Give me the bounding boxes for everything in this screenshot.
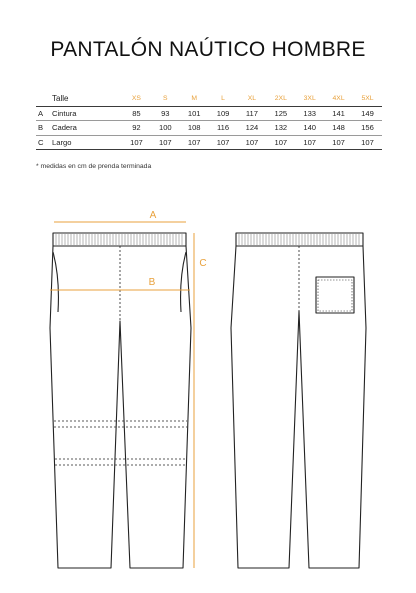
row-letter: B xyxy=(36,121,52,136)
size-header-s: S xyxy=(151,92,180,106)
row-letter: A xyxy=(36,106,52,121)
page-title: PANTALÓN NAÚTICO HOMBRE xyxy=(50,38,366,61)
row-label: Largo xyxy=(52,135,122,150)
back-pocket-topstitch xyxy=(318,280,352,311)
front-pants-outline xyxy=(50,233,191,568)
back-pants-drawing xyxy=(231,233,366,568)
table-cell: 141 xyxy=(324,106,353,121)
table-cell: 107 xyxy=(180,135,209,150)
table-cell: 125 xyxy=(266,106,295,121)
table-cell: 100 xyxy=(151,121,180,136)
table-cell: 107 xyxy=(238,135,267,150)
size-header-xs: XS xyxy=(122,92,151,106)
size-header-xl: XL xyxy=(238,92,267,106)
right-pocket-line xyxy=(181,252,186,312)
table-cell: 132 xyxy=(266,121,295,136)
table-cell: 133 xyxy=(295,106,324,121)
table-cell: 108 xyxy=(180,121,209,136)
table-cell: 140 xyxy=(295,121,324,136)
table-cell: 107 xyxy=(353,135,382,150)
table-cell: 107 xyxy=(324,135,353,150)
measure-b-label: B xyxy=(148,277,156,288)
front-ribbing xyxy=(56,234,182,245)
size-header-3xl: 3XL xyxy=(295,92,324,106)
table-cell: 85 xyxy=(122,106,151,121)
table-cell: 116 xyxy=(209,121,238,136)
left-pocket-line xyxy=(53,252,58,312)
measure-a-label: A xyxy=(149,210,157,221)
table-cell: 156 xyxy=(353,121,382,136)
table-cell: 117 xyxy=(238,106,267,121)
table-cell: 107 xyxy=(151,135,180,150)
table-cell: 149 xyxy=(353,106,382,121)
size-header-4xl: 4XL xyxy=(324,92,353,106)
size-header-l: L xyxy=(209,92,238,106)
size-header-5xl: 5XL xyxy=(353,92,382,106)
table-cell: 107 xyxy=(266,135,295,150)
size-header-m: M xyxy=(180,92,209,106)
size-header-2xl: 2XL xyxy=(266,92,295,106)
knee-line-lower xyxy=(55,459,186,465)
table-cell: 107 xyxy=(295,135,324,150)
row-label: Cadera xyxy=(52,121,122,136)
front-pants-drawing xyxy=(50,233,191,568)
size-header-label: Talle xyxy=(52,92,122,106)
row-letter: C xyxy=(36,135,52,150)
table-cell: 124 xyxy=(238,121,267,136)
table-cell: 107 xyxy=(209,135,238,150)
table-cell: 107 xyxy=(122,135,151,150)
table-cell: 109 xyxy=(209,106,238,121)
table-cell: 101 xyxy=(180,106,209,121)
knee-line-upper xyxy=(54,421,187,427)
table-cell: 93 xyxy=(151,106,180,121)
back-patch-pocket xyxy=(316,277,354,313)
back-ribbing xyxy=(239,234,359,245)
back-pants-outline xyxy=(231,233,366,568)
table-cell: 148 xyxy=(324,121,353,136)
measure-c-label: C xyxy=(199,258,207,269)
table-cell: 92 xyxy=(122,121,151,136)
measurement-note: * medidas en cm de prenda terminada xyxy=(36,163,152,170)
row-label: Cintura xyxy=(52,106,122,121)
